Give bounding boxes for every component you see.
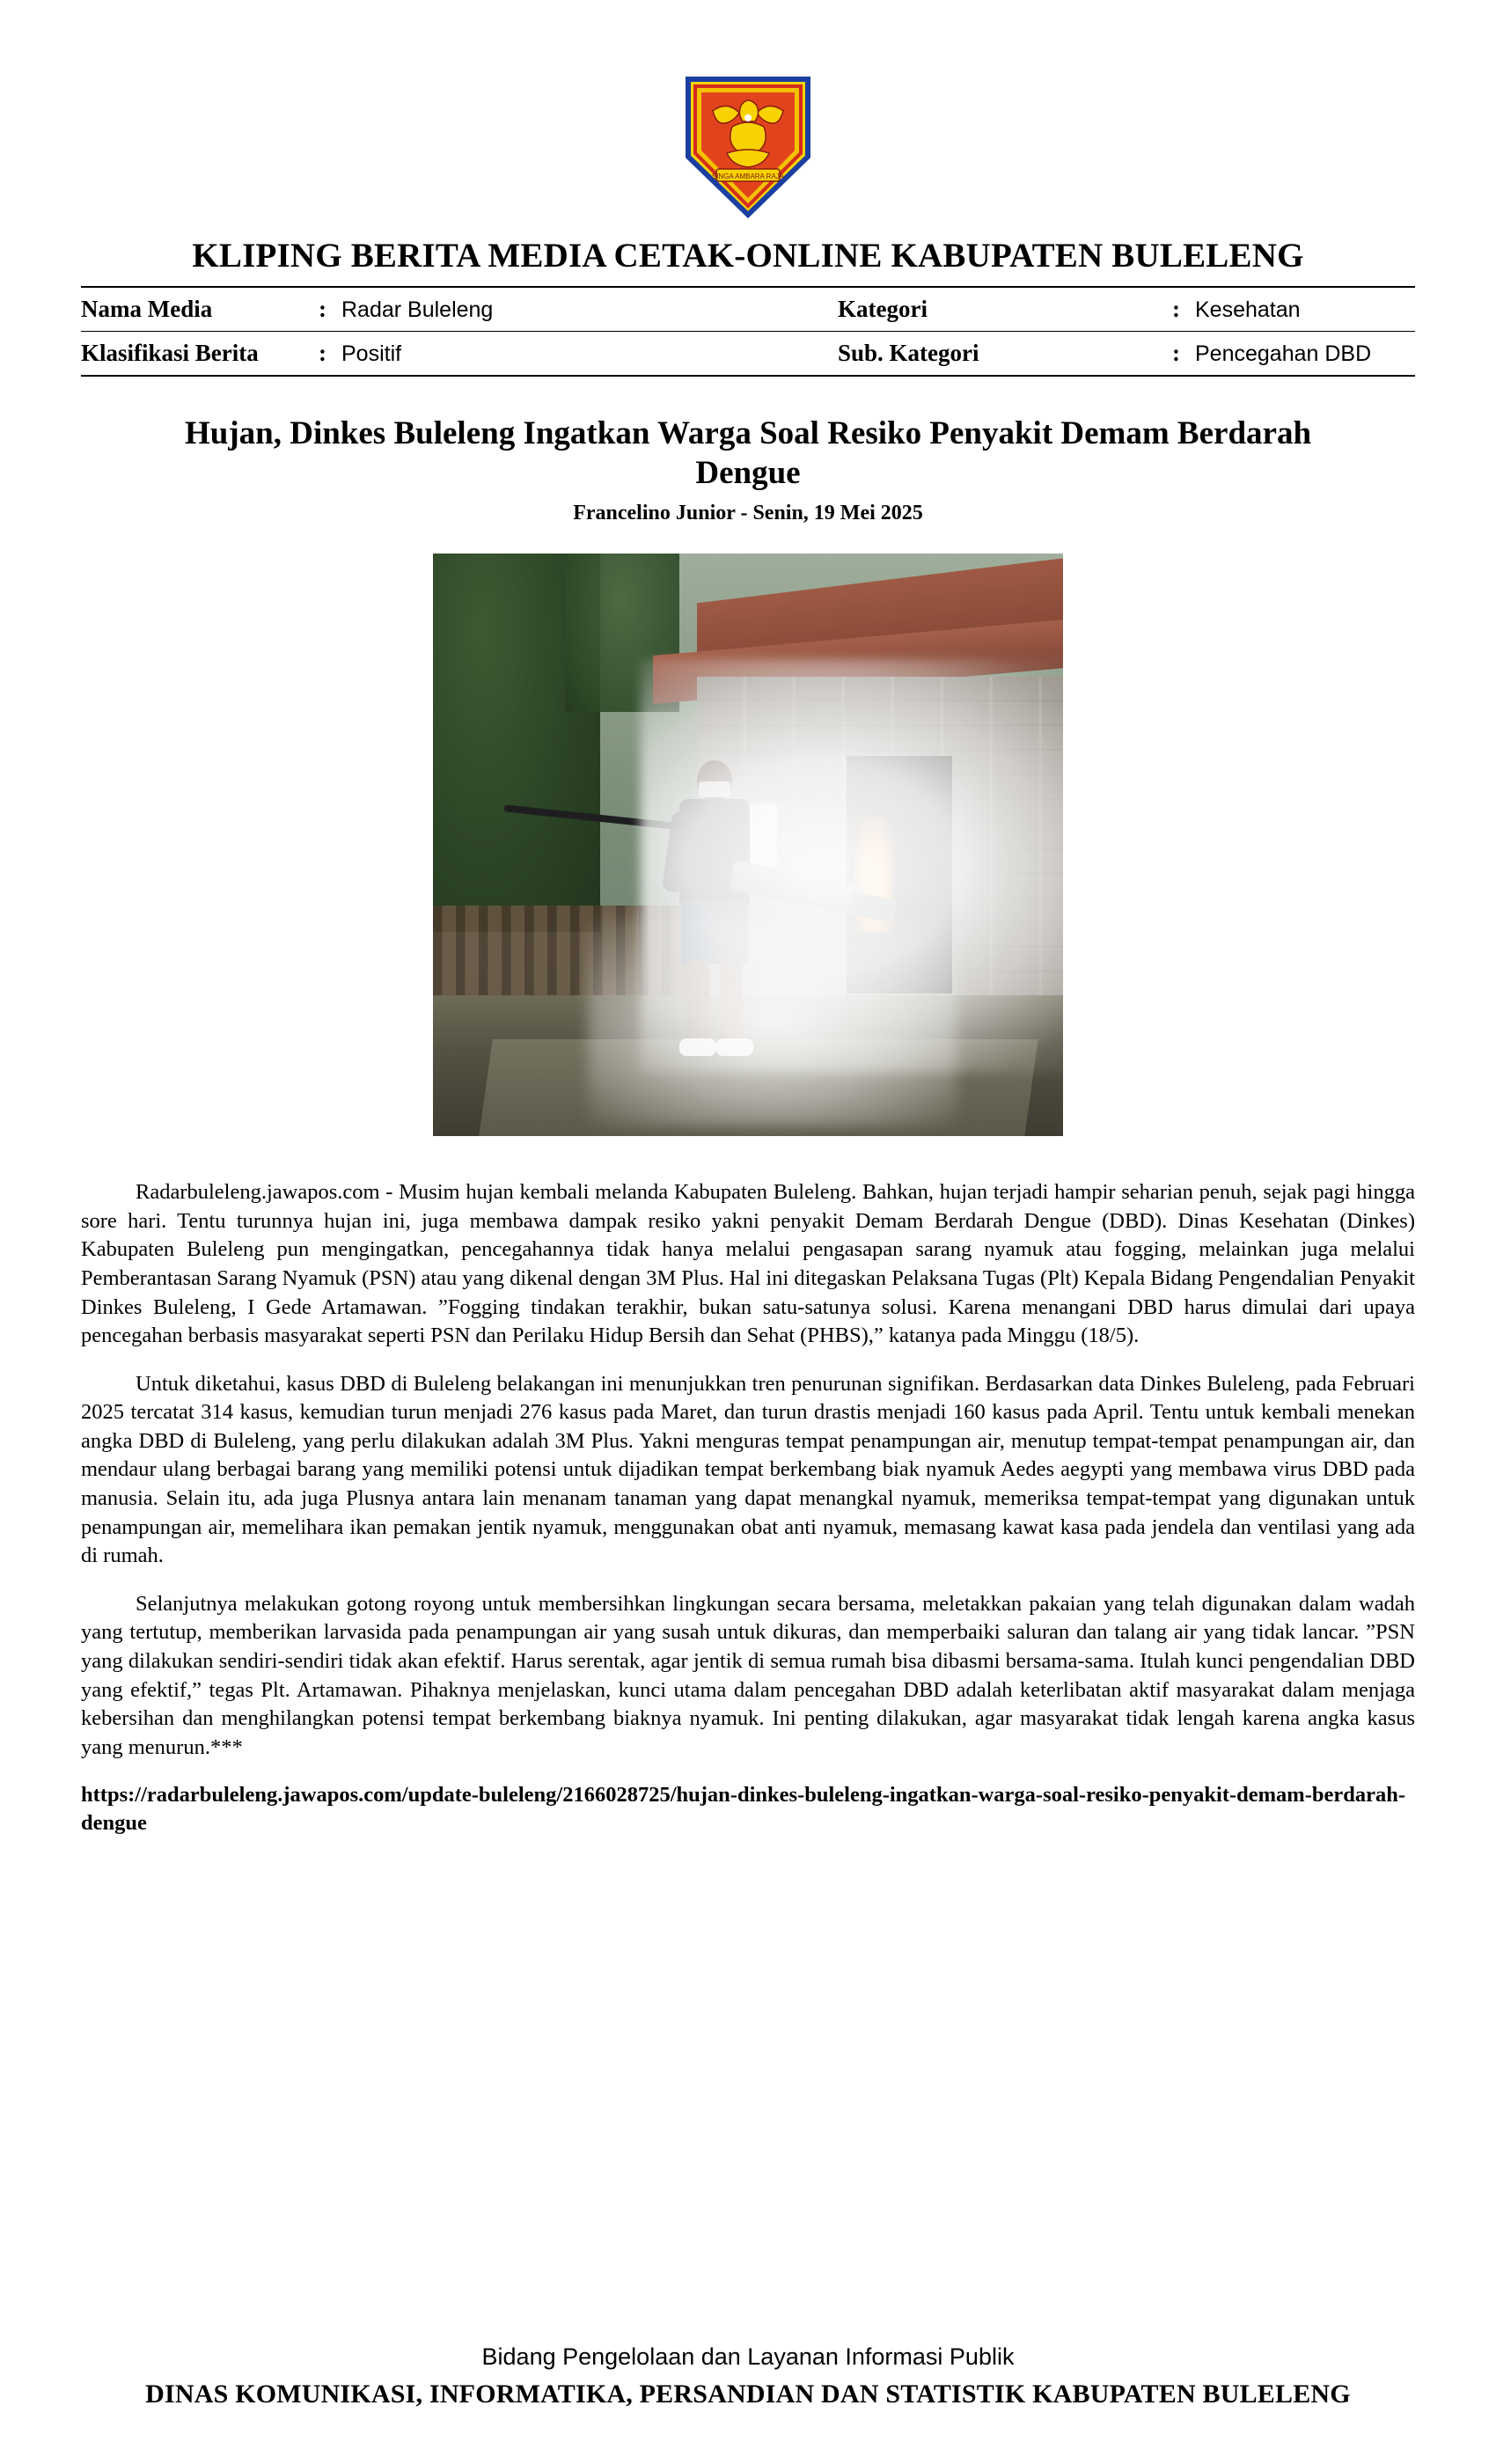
table-row [81, 288, 1415, 331]
article-paragraph-1: Radarbuleleng.jawapos.com - Musim hujan kembali melanda Kabupaten Buleleng. Bahkan, hujan terjadi hampir seharian penuh, sejak pagi hingga sore hari. Tentu turunnya hujan ini, juga membawa dampak resiko yakni penyakit Demam Berdarah Dengue (DBD). Dinas Kesehatan (Dinkes) Kabupaten Buleleng pun mengingatkan, pencegahannya tidak hanya melalui pengasapan sarang nyamuk atau fogging, melainkan juga melalui Pemberantasan Sarang Nyamuk (PSN) atau yang dikenal dengan 3M Plus. Hal ini ditegaskan Pelaksana Tugas (Plt) Kepala Bidang Pengendalian Penyakit Dinkes Buleleng, I Gede Artamawan. ”Fogging tindakan terakhir, bukan satu-satunya solusi. Karena menangani DBD harus dimulai dari upaya pencegahan berbasis masyarakat seperti PSN dan Perilaku Hidup Bersih dan Sehat (PHBS),” katanya pada Minggu (18/5). [81, 1180, 1415, 1348]
colon-3: : [319, 340, 326, 366]
value-sub-kategori: Pencegahan DBD [1195, 341, 1372, 366]
footer-line-2: DINAS KOMUNIKASI, INFORMATIKA, PERSANDIAN DAN STATISTIK KABUPATEN BULELENG [145, 2380, 1351, 2409]
article-body [81, 1178, 1415, 1837]
metadata-divider-bottom [81, 375, 1415, 377]
label-klasifikasi-berita: Klasifikasi Berita [81, 340, 259, 366]
value-nama-media: Radar Buleleng [341, 297, 494, 322]
fogging-photo [433, 554, 1063, 1136]
colon-2: : [1172, 296, 1180, 322]
value-kategori: Kesehatan [1195, 297, 1301, 322]
article-paragraph-2: Untuk diketahui, kasus DBD di Buleleng belakangan ini menunjukkan tren penurunan signifikan. Berdasarkan data Dinkes Buleleng, pada Februari 2025 tercatat 314 kasus, kemudian turun menjadi 276 kasus pada Maret, dan turun drastis menjadi 160 kasus pada April. Tentu untuk kembali menekan angka DBD di Buleleng, yang perlu dilakukan adalah 3M Plus. Yakni menguras tempat penampungan air, menutup tempat-tempat penampungan air, dan mendaur ulang berbagai barang yang memiliki potensi untuk dijadikan tempat berkembang biak nyamuk Aedes aegypti yang membawa virus DBD pada manusia. Selain itu, ada juga Plusnya antara lain menanam tanaman yang dapat menangkal nyamuk, memeriksa tempat-tempat yang digunakan untuk penampungan air, memelihara ikan pemakan jentik nyamuk, menggunakan obat anti nyamuk, memasang kawat kasa pada jendela dan ventilasi yang ada di rumah. [81, 1371, 1415, 1568]
page-footer [0, 2343, 1496, 2409]
value-klasifikasi-berita: Positif [341, 341, 402, 366]
colon-4: : [1172, 340, 1180, 366]
label-sub-kategori: Sub. Kategori [838, 340, 979, 366]
article-title: Hujan, Dinkes Buleleng Ingatkan Warga Soal Resiko Penyakit Demam Berdarah Dengue [184, 415, 1312, 492]
colon-1: : [319, 296, 326, 322]
table-row [81, 332, 1415, 375]
article-byline: Francelino Junior - Senin, 19 Mei 2025 [573, 502, 923, 525]
svg-text:SINGA AMBARA RAJA: SINGA AMBARA RAJA [711, 172, 785, 180]
label-nama-media: Nama Media [81, 296, 213, 322]
metadata-table [81, 288, 1415, 331]
logo-container [81, 72, 1415, 220]
metadata-table-2 [81, 332, 1415, 375]
page-title: KLIPING BERITA MEDIA CETAK-ONLINE KABUPATEN BULELENG [192, 237, 1304, 275]
article-photo-container [81, 554, 1415, 1136]
label-kategori: Kategori [838, 296, 928, 322]
article-source-url[interactable]: https://radarbuleleng.jawapos.com/update-buleleng/2166028725/hujan-dinkes-buleleng-ingatkan-warga-soal-resiko-penyakit-demam-berdarah-dengue [81, 1783, 1406, 1836]
buleleng-regency-emblem-icon [678, 72, 818, 220]
footer-line-1: Bidang Pengelolaan dan Layanan Informasi Publik [481, 2343, 1015, 2370]
article-paragraph-3: Selanjutnya melakukan gotong royong untuk membersihkan lingkungan secara bersama, meletakkan pakaian yang telah digunakan dalam wadah yang tertutup, memberikan larvasida pada penampungan air yang susah untuk dikuras, dan memperbaiki saluran dan talang air yang tidak lancar. ”PSN yang dilakukan sendiri-sendiri tidak akan efektif. Harus serentak, agar jentik di semua rumah bisa dibasmi bersama-sama. Itulah kunci pengendalian DBD yang efektif,” tegas Plt. Artamawan. Pihaknya menjelaskan, kunci utama dalam pencegahan DBD adalah keterlibatan aktif masyarakat dalam menjaga kebersihan dan menghilangkan potensi tempat berkembang biaknya nyamuk. Ini penting dilakukan, agar masyarakat tidak lengah karena angka kasus yang menurun.*** [81, 1591, 1415, 1759]
photo-smoke-cloud-lower [588, 916, 957, 1127]
